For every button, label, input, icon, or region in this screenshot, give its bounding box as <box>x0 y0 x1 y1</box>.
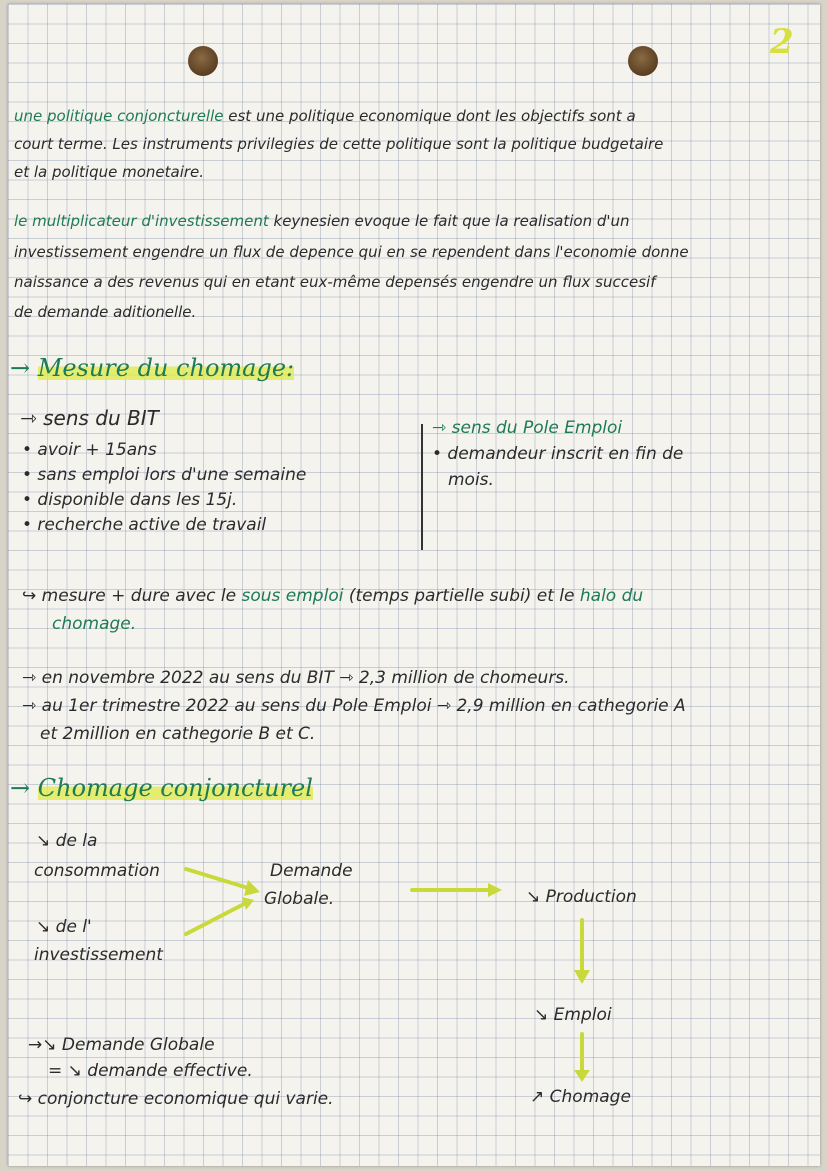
para2-line2: investissement engendre un flux de depence qui en se rependent dans l'economie donne <box>14 243 689 261</box>
para1-text: est une politique economique dont les objectifs sont a <box>223 107 636 125</box>
pe-item-line2: mois. <box>448 470 494 490</box>
stat-line-3: et 2million en cathegorie B et C. <box>40 724 316 744</box>
stat-line-2: ⇾ au 1er trimestre 2022 au sens du Pole Emploi ⇾ 2,9 million en cathegorie A <box>22 696 686 716</box>
conclusion-line1: →↘ Demande Globale <box>28 1035 215 1055</box>
diagram-production: ↘ Production <box>526 887 637 907</box>
bit-item-4: • recherche active de travail <box>22 515 267 535</box>
bit-title: ⇾ sens du BIT <box>20 406 159 430</box>
diagram-emploi: ↘ Emploi <box>534 1005 612 1025</box>
bit-item-2: • sans emploi lors d'une semaine <box>22 465 307 485</box>
section2-arrow-icon: → <box>10 774 31 802</box>
diagram-arrows <box>8 4 820 1166</box>
diagram-demande-l1: Demande <box>270 861 353 881</box>
para1-line3: et la politique monetaire. <box>14 163 205 181</box>
arrow-consommation-to-demande <box>186 869 248 888</box>
diagram-investissement-l2: investissement <box>34 945 163 965</box>
para1-line2: court terme. Les instruments privilegies de cette politique sont la politique budgetaire <box>14 135 664 153</box>
para1-term: une politique conjoncturelle <box>14 107 224 125</box>
bit-item-3: • disponible dans les 15j. <box>22 490 238 510</box>
para2-line4: de demande aditionelle. <box>14 303 197 321</box>
conclusion-line3: ↪ conjoncture economique qui varie. <box>18 1089 334 1109</box>
page-number: 2 <box>770 22 794 62</box>
section1-title: Mesure du chomage: <box>37 354 295 382</box>
section1-arrow-icon: → <box>10 354 31 382</box>
conclusion-line2: = ↘ demande effective. <box>48 1061 253 1081</box>
para2-text: keynesien evoque le fait que la realisation d'un <box>268 212 630 230</box>
bit-item-1: • avoir + 15ans <box>22 440 157 460</box>
measure-note-mid: (temps partielle subi) et le <box>343 586 580 606</box>
measure-note-halo: halo du <box>579 586 644 606</box>
measure-note-sous-emploi: sous emploi <box>241 586 344 606</box>
diagram-consommation-l2: consommation <box>34 861 160 881</box>
section2-title: Chomage conjoncturel <box>37 774 313 802</box>
diagram-demande-l2: Globale. <box>264 889 335 909</box>
measure-note-line2: chomage. <box>52 614 137 634</box>
arrow-investissement-to-demande <box>186 904 244 934</box>
stat-line-1: ⇾ en novembre 2022 au sens du BIT ⇾ 2,3 million de chomeurs. <box>22 668 570 688</box>
notebook-page <box>8 4 820 1166</box>
diagram-consommation-l1: ↘ de la <box>36 831 98 851</box>
diagram-investissement-l1: ↘ de l' <box>36 917 92 937</box>
diagram-chomage: ↗ Chomage <box>530 1087 631 1107</box>
pe-item-line1: • demandeur inscrit en fin de <box>432 444 684 464</box>
measure-note-prefix: ↪ mesure + dure avec le <box>22 586 242 606</box>
para2-line3: naissance a des revenus qui en etant eux-même depensés engendre un flux succesif <box>14 273 656 291</box>
pe-title-text: ⇾ sens du Pole Emploi <box>432 418 623 438</box>
para2-term: le multiplicateur d'investissement <box>14 212 269 230</box>
